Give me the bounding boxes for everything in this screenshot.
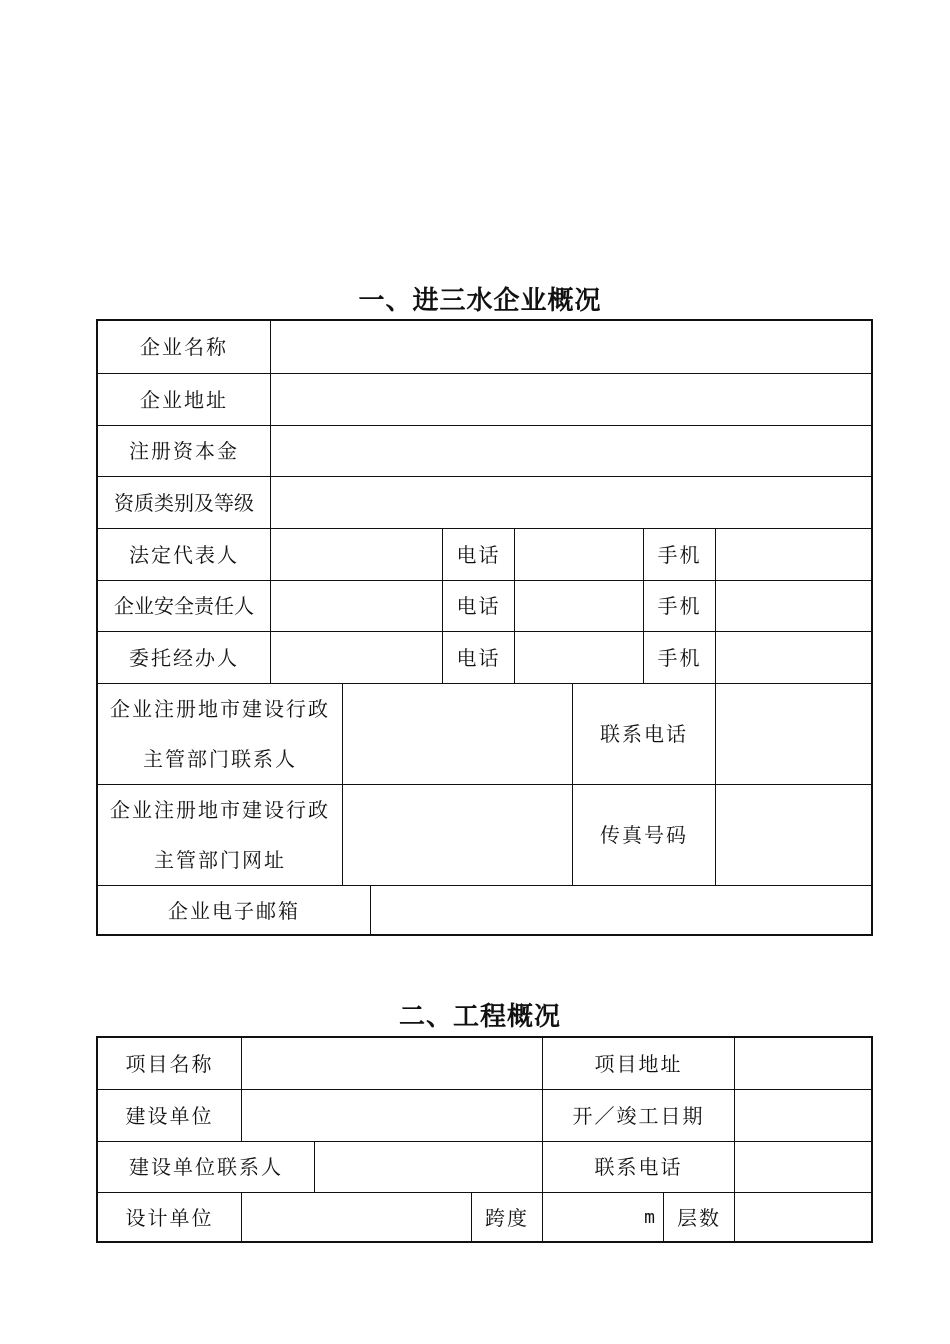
safety-officer-field[interactable] (270, 581, 442, 631)
authority-website-label (98, 785, 342, 885)
agent-field[interactable] (270, 632, 442, 683)
email-label: 企业电子邮箱 (168, 899, 300, 923)
row-agent (98, 631, 871, 683)
authority-website-field[interactable] (342, 785, 572, 885)
section1-title: 一、进三水企业概况 (358, 286, 602, 316)
row-company-address (98, 373, 871, 425)
agent-label: 委托经办人 (129, 645, 239, 670)
span-field[interactable] (542, 1193, 663, 1243)
legal-rep-field[interactable] (270, 529, 442, 580)
legal-rep-mobile-field[interactable] (715, 529, 873, 580)
section2-title: 二、工程概况 (398, 1002, 561, 1032)
company-address-field[interactable] (270, 374, 873, 425)
agent-mobile-label: 手机 (643, 632, 715, 683)
fax-field[interactable] (715, 785, 873, 885)
safety-officer-label: 企业安全责任人 (114, 594, 254, 618)
company-address-label: 企业地址 (140, 387, 228, 412)
qualification-label: 资质类别及等级 (114, 490, 254, 515)
project-overview-form (96, 1036, 873, 1243)
agent-phone-label: 电话 (442, 632, 514, 683)
span-label: 跨度 (471, 1193, 542, 1243)
safety-officer-phone-field[interactable] (514, 581, 643, 631)
legal-rep-mobile-label: 手机 (643, 529, 715, 580)
span-unit: m (644, 1207, 657, 1228)
row-project-name (98, 1038, 871, 1089)
company-overview-form (96, 319, 873, 936)
authority-contact-field[interactable] (342, 684, 572, 784)
company-name-field[interactable] (270, 321, 873, 373)
dates-field[interactable] (734, 1090, 873, 1141)
row-qualification (98, 476, 871, 528)
project-name-field[interactable] (241, 1038, 542, 1089)
floors-label: 层数 (663, 1193, 734, 1243)
authority-website-label-line1: 企业注册地市建设行政 (110, 798, 330, 822)
authority-contact-label-line1: 企业注册地市建设行政 (110, 697, 330, 721)
row-email (98, 885, 871, 936)
safety-officer-mobile-field[interactable] (715, 581, 873, 631)
legal-rep-label: 法定代表人 (129, 542, 239, 567)
email-field[interactable] (370, 886, 873, 936)
row-company-name (98, 321, 871, 373)
builder-contact-phone-field[interactable] (734, 1142, 873, 1192)
builder-contact-field[interactable] (314, 1142, 542, 1192)
legal-rep-phone-field[interactable] (514, 529, 643, 580)
agent-mobile-field[interactable] (715, 632, 873, 683)
qualification-field[interactable] (270, 477, 873, 528)
builder-label: 建设单位 (125, 1103, 214, 1128)
row-builder (98, 1089, 871, 1141)
project-address-field[interactable] (734, 1038, 873, 1089)
authority-contact-phone-field[interactable] (715, 684, 873, 784)
builder-contact-label: 建设单位联系人 (129, 1155, 283, 1179)
row-authority-website (98, 784, 871, 885)
authority-contact-label-line2: 主管部门联系人 (143, 747, 297, 771)
builder-contact-phone-label: 联系电话 (542, 1142, 734, 1192)
legal-rep-phone-label: 电话 (442, 529, 514, 580)
authority-contact-label (98, 684, 342, 784)
authority-website-label-line2: 主管部门网址 (154, 848, 286, 872)
row-builder-contact (98, 1141, 871, 1192)
builder-field[interactable] (241, 1090, 542, 1141)
row-legal-rep (98, 528, 871, 580)
row-registered-capital (98, 425, 871, 476)
fax-label: 传真号码 (572, 785, 715, 885)
row-authority-contact (98, 683, 871, 784)
dates-label: 开／竣工日期 (542, 1090, 734, 1141)
project-address-label: 项目地址 (542, 1038, 734, 1089)
agent-phone-field[interactable] (514, 632, 643, 683)
designer-label: 设计单位 (125, 1206, 214, 1230)
registered-capital-field[interactable] (270, 426, 873, 476)
registered-capital-label: 注册资本金 (129, 439, 239, 463)
authority-contact-phone-label: 联系电话 (572, 684, 715, 784)
designer-field[interactable] (241, 1193, 471, 1243)
project-name-label: 项目名称 (125, 1051, 214, 1076)
company-name-label: 企业名称 (140, 335, 228, 359)
row-designer (98, 1192, 871, 1243)
safety-officer-phone-label: 电话 (442, 581, 514, 631)
safety-officer-mobile-label: 手机 (643, 581, 715, 631)
floors-field[interactable] (734, 1193, 873, 1243)
row-safety-officer (98, 580, 871, 631)
